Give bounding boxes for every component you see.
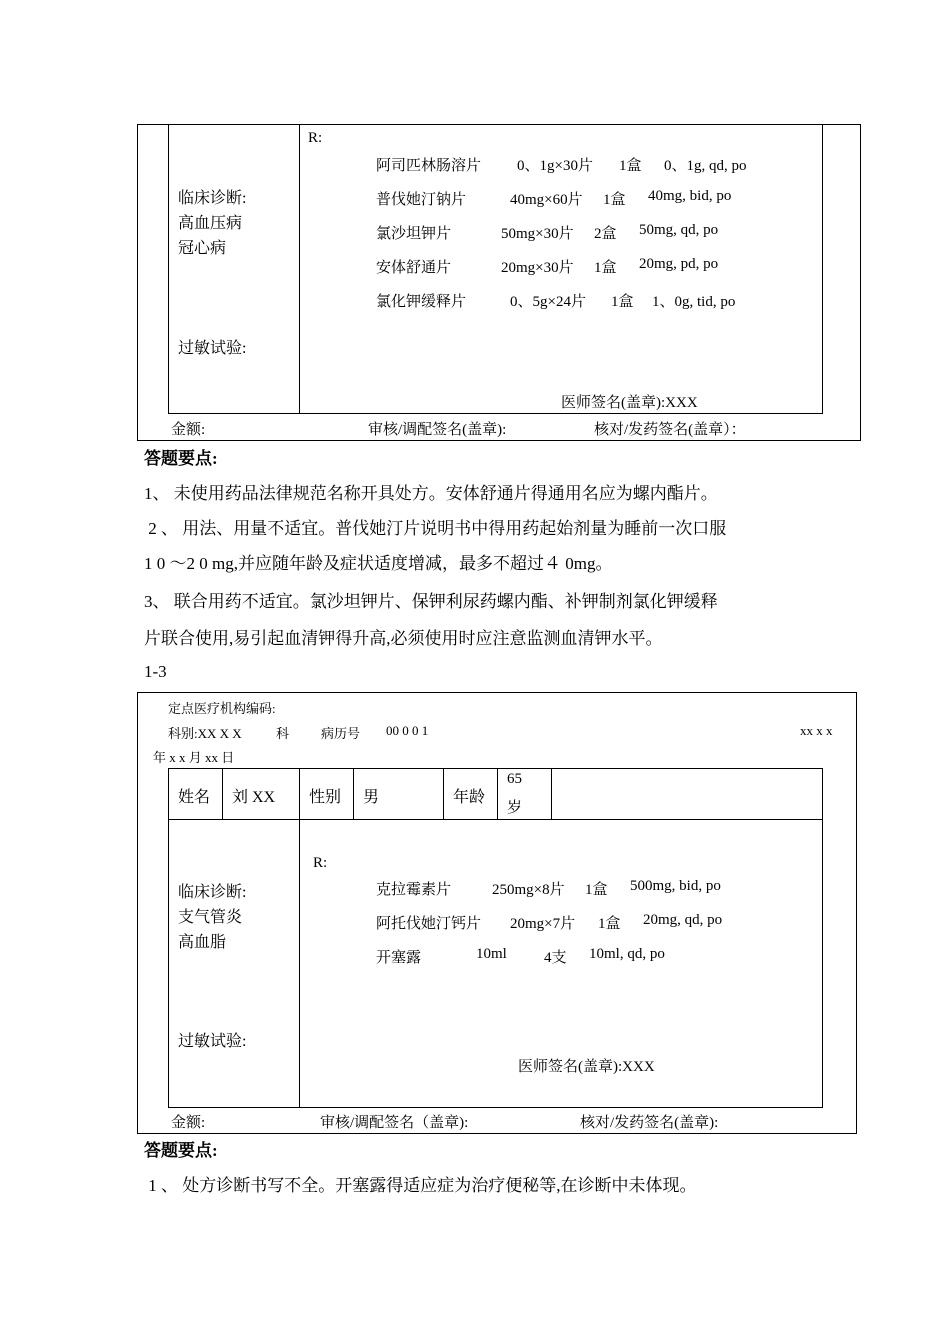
rx1-drug-dose: 40mg, bid, po: [648, 188, 732, 204]
rx1-diagnosis-item: 高血压病: [178, 215, 243, 232]
rx1-drug-name: 安体舒通片: [376, 260, 452, 276]
rx1-doctor-signature: 医师签名(盖章):XXX: [561, 395, 698, 411]
rx1-drug-name: 氯沙坦钾片: [376, 226, 452, 242]
case-label: 1-3: [144, 662, 167, 681]
rx2-drug-qty: 1盒: [598, 916, 621, 932]
rx2-name-label: 姓名: [178, 789, 211, 806]
rx1-drug-name: 普伐她汀钠片: [376, 192, 467, 208]
rx1-footer-amount: 金额:: [171, 422, 206, 438]
rx2-allergy-label: 过敏试验:: [178, 1033, 247, 1050]
rx2-r-label: R:: [313, 855, 328, 871]
rx1-drug-qty: 1盒: [594, 260, 617, 276]
rx2-patient-divider: [497, 768, 498, 820]
answer-2-heading: 答题要点:: [144, 1141, 218, 1160]
rx2-institution-code: 定点医疗机构编码:: [168, 701, 276, 716]
rx2-footer-review: 审核/调配签名（盖章):: [320, 1115, 469, 1131]
rx1-drug-dose: 50mg, qd, po: [639, 222, 719, 238]
rx2-drug-name: 开塞露: [376, 950, 422, 966]
rx2-age-unit: 岁: [507, 800, 523, 816]
rx2-footer-amount: 金额:: [171, 1115, 206, 1131]
rx2-drug-qty: 1盒: [585, 882, 608, 898]
rx2-drug-spec: 20mg×7片: [510, 916, 576, 932]
answer-1-point: 1、 未使用药品法律规范名称开具处方。安体舒通片得通用名应为螺内酯片。: [144, 484, 718, 503]
rx1-r-label: R:: [308, 130, 323, 146]
rx2-date-year: xx x x: [800, 723, 833, 738]
rx1-drug-name: 氯化钾缓释片: [376, 294, 467, 310]
rx1-drug-qty: 1盒: [619, 158, 642, 174]
answer-1-point: 1 0 ～2 0 mg,并应随年龄及症状适度增减，最多不超过４ 0mg。: [144, 554, 613, 573]
rx2-footer-check: 核对/发药签名(盖章):: [580, 1115, 719, 1131]
rx1-footer-check: 核对/发药签名(盖章）：: [594, 422, 746, 438]
rx2-sex-value: 男: [363, 789, 380, 806]
rx2-patient-divider: [353, 768, 354, 820]
rx2-diagnosis-item: 支气管炎: [178, 909, 243, 926]
rx2-drug-dose: 500mg, bid, po: [630, 878, 721, 894]
rx1-drug-spec: 20mg×30片: [501, 260, 574, 276]
rx2-date-month-day: 年 x x 月 xx 日: [153, 750, 235, 765]
rx2-department-suffix: 科: [276, 726, 290, 741]
rx2-doctor-signature: 医师签名(盖章):XXX: [518, 1059, 655, 1075]
rx1-drug-qty: 1盒: [603, 192, 626, 208]
rx2-diagnosis-item: 高血脂: [178, 934, 227, 951]
rx1-drug-dose: 1、0g, tid, po: [652, 294, 736, 310]
rx2-drug-dose: 10ml, qd, po: [589, 946, 665, 962]
rx2-sex-label: 性别: [309, 789, 342, 806]
rx2-drug-spec: 10ml: [476, 946, 507, 962]
rx2-drug-qty: 4支: [544, 950, 567, 966]
rx2-patient-divider: [222, 768, 223, 820]
rx1-diagnosis-label: 临床诊断:: [178, 190, 247, 207]
rx1-drug-spec: 40mg×60片: [510, 192, 583, 208]
answer-1-point: 片联合使用,易引起血清钾得升高,必须使用时应注意监测血清钾水平。: [144, 629, 663, 648]
answer-1-point: 3、 联合用药不适宜。氯沙坦钾片、保钾利尿药螺内酯、补钾制剂氯化钾缓释: [144, 592, 718, 611]
rx1-drug-dose: 0、1g, qd, po: [664, 158, 747, 174]
rx2-body: [168, 819, 823, 1108]
rx2-drug-name: 阿托伐她汀钙片: [376, 916, 482, 932]
rx1-drug-spec: 50mg×30片: [501, 226, 574, 242]
rx1-drug-qty: 2盒: [594, 226, 617, 242]
answer-2-point: 1 、 处方诊断书写不全。开塞露得适应症为治疗便秘等,在诊断中未体现。: [144, 1176, 697, 1195]
rx2-department: 科别:XX X X: [168, 726, 242, 741]
rx1-drug-spec: 0、1g×30片: [517, 158, 593, 174]
rx2-drug-dose: 20mg, qd, po: [643, 912, 723, 928]
answer-1-heading: 答题要点:: [144, 449, 218, 468]
answer-1-point: 2 、 用法、用量不适宜。普伐她汀片说明书中得用药起始剂量为睡前一次口服: [144, 519, 727, 538]
rx2-drug-name: 克拉霉素片: [376, 882, 452, 898]
rx2-age-value: 65: [507, 771, 522, 787]
rx1-footer-review: 审核/调配签名(盖章):: [368, 422, 507, 438]
rx2-name-value: 刘 XX: [232, 789, 276, 806]
rx2-record-number: 00 0 0 1: [386, 723, 429, 738]
rx1-diagnosis-item: 冠心病: [178, 240, 227, 257]
prescription-1-divider: [299, 124, 300, 414]
rx1-drug-qty: 1盒: [611, 294, 634, 310]
rx2-record-label: 病历号: [321, 726, 361, 741]
rx2-diagnosis-label: 临床诊断:: [178, 884, 247, 901]
rx2-patient-divider: [443, 768, 444, 820]
rx1-allergy-label: 过敏试验:: [178, 340, 247, 357]
rx1-drug-name: 阿司匹林肠溶片: [376, 158, 482, 174]
rx2-drug-spec: 250mg×8片: [492, 882, 565, 898]
rx2-age-label: 年龄: [453, 789, 486, 806]
rx1-drug-dose: 20mg, pd, po: [639, 256, 719, 272]
rx2-patient-divider: [551, 768, 552, 820]
rx1-drug-spec: 0、5g×24片: [510, 294, 586, 310]
